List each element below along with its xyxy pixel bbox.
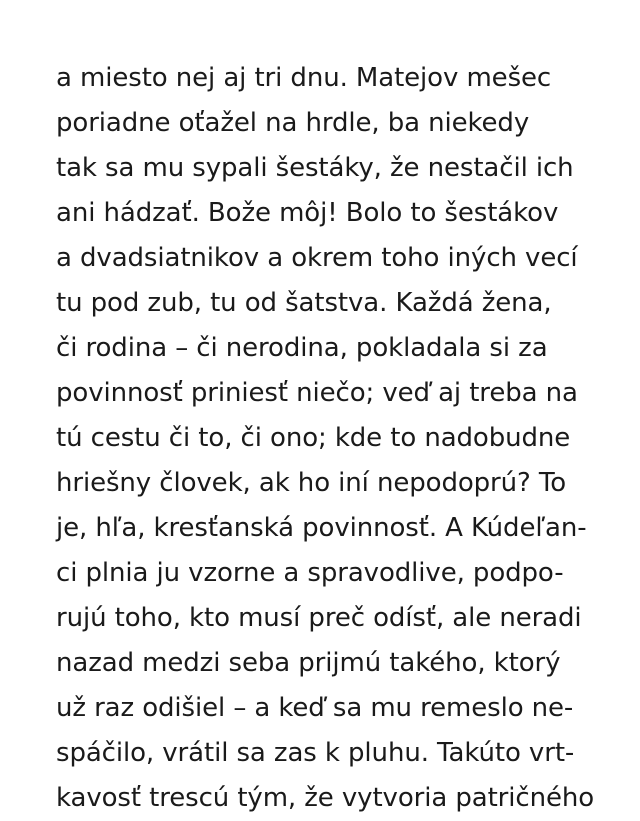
text-line: kavosť trescú tým, že vytvoria patričného (56, 783, 595, 813)
text-line: je, hľa, kresťanská povinnosť. A Kúdeľan- (56, 513, 587, 543)
text-line: už raz odišiel – a keď sa mu remeslo ne- (56, 693, 574, 723)
text-line: tú cestu či to, či ono; kde to nadobudne (56, 423, 571, 453)
text-line: či rodina – či nerodina, pokladala si za (56, 333, 548, 363)
text-line: rujú toho, kto musí preč odísť, ale neradi (56, 603, 582, 633)
body-text (56, 56, 596, 821)
text-line: ani hádzať. Bože môj! Bolo to šestákov (56, 198, 559, 228)
text-line: nazad medzi seba prijmú takého, ktorý (56, 648, 561, 678)
text-line: ci plnia ju vzorne a spravodlive, podpo- (56, 558, 564, 588)
text-line: a miesto nej aj tri dnu. Matejov mešec (56, 63, 552, 93)
text-line: a dvadsiatnikov a okrem toho iných vecí (56, 243, 578, 273)
text-line: poriadne oťažel na hrdle, ba niekedy (56, 108, 530, 138)
text-line: tu pod zub, tu od šatstva. Každá žena, (56, 288, 552, 318)
text-line: tak sa mu sypali šestáky, že nestačil ich (56, 153, 574, 183)
text-line: povinnosť priniesť niečo; veď aj treba na (56, 378, 578, 408)
text-line: hriešny človek, ak ho iní nepodoprú? To (56, 468, 567, 498)
text-line: spáčilo, vrátil sa zas k pluhu. Takúto vrt- (56, 738, 575, 768)
